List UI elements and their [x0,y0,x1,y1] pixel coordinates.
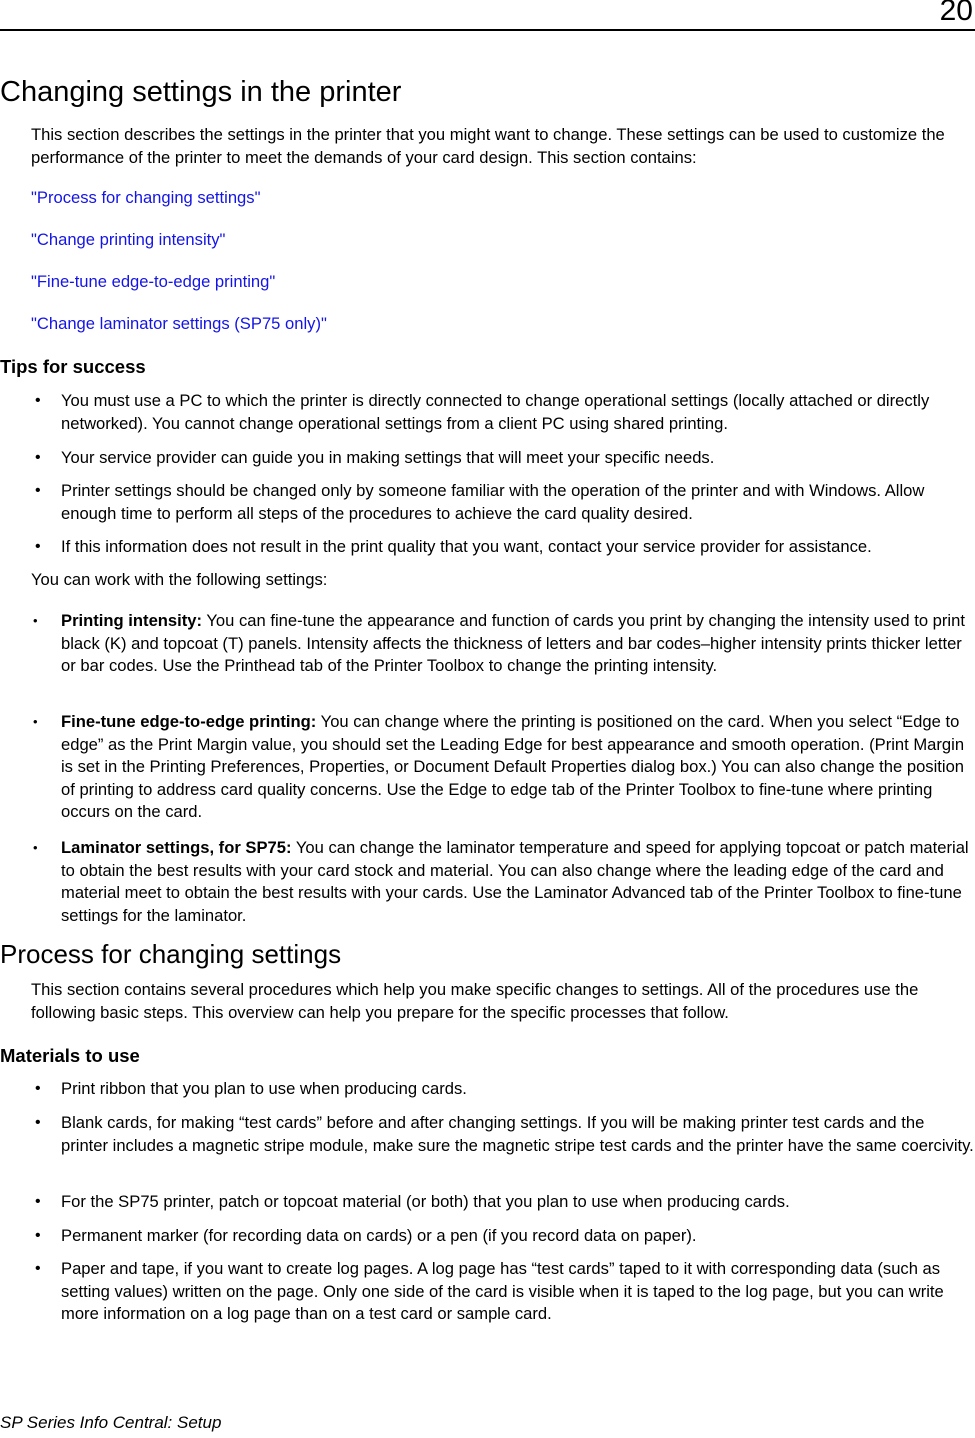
bullet-icon: • [35,1080,41,1097]
setting-label: Fine-tune edge-to-edge printing: [61,712,317,731]
bullet-icon: • [35,1114,41,1131]
material-text: Permanent marker (for recording data on cards) or a pen (if you record data on paper). [61,1226,697,1245]
tip-text: Your service provider can guide you in making settings that will meet your specific needs. [61,448,715,467]
section-title-changing-settings: Changing settings in the printer [0,76,402,108]
bullet-icon: • [35,1193,41,1210]
page-number: 20 [939,0,973,27]
page-footer: SP Series Info Central: Setup [0,1413,222,1432]
setting-label: Laminator settings, for SP75: [61,838,292,857]
bullet-icon: • [33,840,38,855]
section-title-process: Process for changing settings [0,939,342,969]
material-text: Print ribbon that you plan to use when producing cards. [61,1079,467,1098]
tip-text: Printer settings should be changed only by someone familiar with the operation of the printer and with Windows. Allow enough time to perform all steps of the procedures to achieve the card quality desired. [61,481,925,523]
link-change-printing-intensity[interactable]: "Change printing intensity" [31,230,226,249]
tip-text: If this information does not result in the print quality that you want, contact your service provider for assistance. [61,537,872,556]
bullet-icon: • [35,392,41,409]
bullet-icon: • [35,1260,41,1277]
setting-description: You can fine-tune the appearance and function of cards you print by changing the intensity used to print black (K) and topcoat (T) panels. Intensity affects the thickness of letters and bar codes–higher intensity prints thicker letter or bar codes. Use the Printhead tab of the Printer Toolbox to change the printing intensity. [61,611,965,675]
bullet-icon: • [35,538,41,555]
section-intro: This section describes the settings in the printer that you might want to change. These settings can be used to customize the performance of the printer to meet the demands of your card design. This section contains: [31,125,945,167]
settings-intro: You can work with the following settings: [31,570,328,589]
bullet-icon: • [33,613,38,628]
materials-heading: Materials to use [0,1045,140,1066]
bullet-icon: • [33,714,38,729]
setting-label: Printing intensity: [61,611,203,630]
tips-heading: Tips for success [0,356,146,377]
link-process-for-changing-settings[interactable]: "Process for changing settings" [31,188,261,207]
material-text: Paper and tape, if you want to create log pages. A log page has “test cards” taped to it with corresponding data (such as setting values) written on the page. Only one side of the card is visible when it is taped to the log page, but you can write more information on a log page than on a test card or sample card. [61,1259,944,1323]
link-fine-tune-edge-to-edge[interactable]: "Fine-tune edge-to-edge printing" [31,272,276,291]
setting-description: You can change the laminator temperature and speed for applying topcoat or patch material to obtain the best results with your card stock and material. You can also change where the leading edge of the card and material meet to obtain the best results with your cards. Use the Laminator Advanced tab of the Printer Toolbox to fine-tune settings for the laminator. [61,838,969,925]
material-text: Blank cards, for making “test cards” before and after changing settings. If you will be making printer test cards and the printer includes a magnetic stripe module, make sure the magnetic stripe test cards and the printer have the same coercivity. [61,1113,974,1155]
process-intro: This section contains several procedures which help you make specific changes to settings. All of the procedures use the following basic steps. This overview can help you prepare for the specific processes that follow. [31,980,919,1022]
bullet-icon: • [35,1227,41,1244]
setting-description: You can change where the printing is positioned on the card. When you select “Edge to edge” as the Print Margin value, you should set the Leading Edge for best appearance and smooth operation. (Print Margin is set in the Printing Preferences, Properties, or Document Default Properties dialog box.) You can also change the position of printing to address card quality concerns. Use the Edge to edge tab of the Printer Toolbox to fine-tune where printing occurs on the card. [61,712,965,821]
material-text: For the SP75 printer, patch or topcoat material (or both) that you plan to use when producing cards. [61,1192,790,1211]
bullet-icon: • [35,449,41,466]
header-rule [0,29,975,31]
bullet-icon: • [35,482,41,499]
tip-text: You must use a PC to which the printer is directly connected to change operational settings (locally attached or directly networked). You cannot change operational settings from a client PC using shared printing. [61,391,930,433]
link-change-laminator-settings[interactable]: "Change laminator settings (SP75 only)" [31,314,327,333]
